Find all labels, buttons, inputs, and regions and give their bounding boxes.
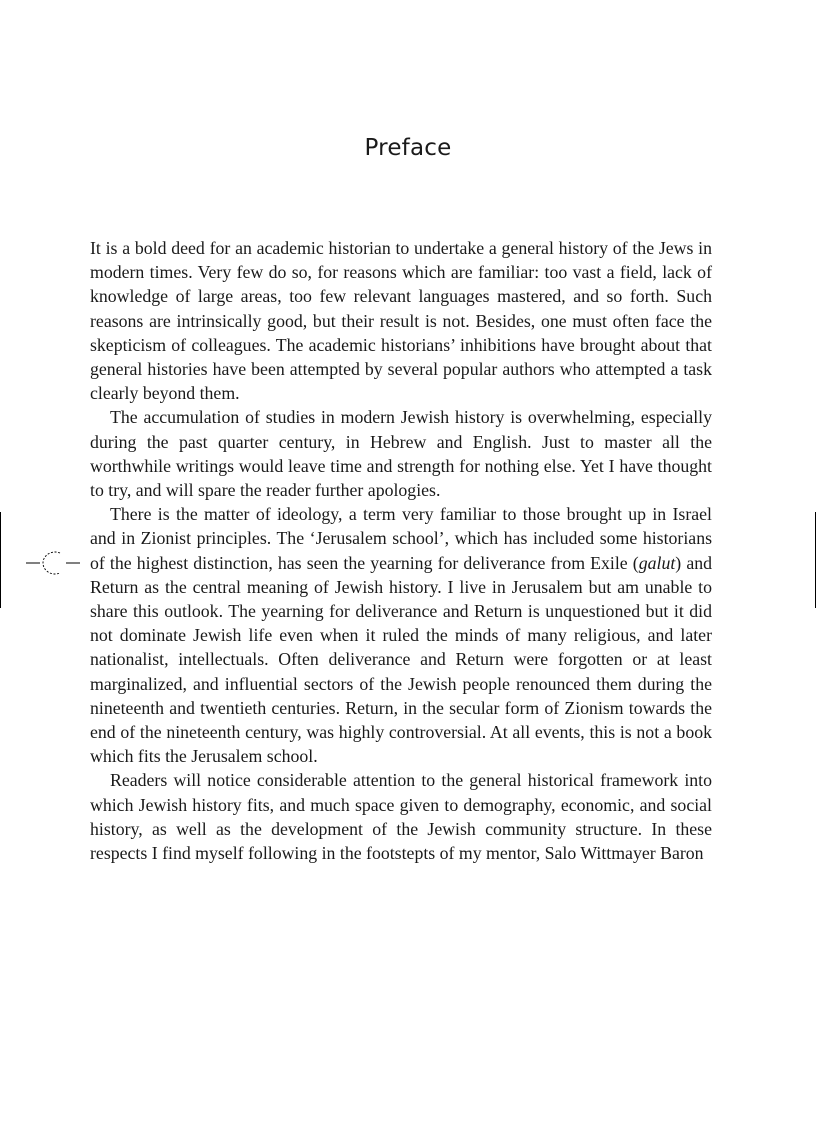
- text-run: There is the matter of ideology, a term very familiar to those brought up in Israel and in Zionist principles. The ‘Jerusalem school’, which has included some historians of the highest distinction, has seen the yearning for deliverance from Exile (: [90, 504, 712, 573]
- text-run: It is a bold deed for an academic historian to undertake a general history of the Jews in modern times. Very few do so, for reasons which are familiar: too vast a field, lack of knowledge of large areas, too few relevant languages mastered, and so forth. Such reasons are intrinsically good, but their result is not. Besides, one must often face the skepticism of colleagues. The academic historians’ inhibitions have brought about that general histories have been attempted by several popular authors who attempted a task clearly beyond them.: [90, 238, 712, 404]
- text-run: The accumulation of studies in modern Jewish history is overwhelming, especially during the past quarter century, in Hebrew and English. Just to master all the worthwhile writings would leave time and strength for nothing else. Yet I have thought to try, and will spare the reader further apologies.: [90, 407, 712, 501]
- crop-mark-left: [0, 512, 1, 608]
- italic-term: galut: [638, 552, 676, 573]
- paragraph-4: [90, 768, 712, 865]
- registration-mark-icon: [26, 548, 82, 578]
- paragraph-1: [90, 236, 712, 405]
- text-run: Readers will notice considerable attention to the general historical framework into which Jewish history fits, and much space given to demography, economic, and social history, as well as the development of the Jewish community structure. In these respects I find myself following in the footstepts of my mentor, Salo Wittmayer Baron: [90, 770, 712, 864]
- page-title: Preface: [364, 135, 452, 161]
- paragraph-2: [90, 405, 712, 502]
- preface-body: [90, 236, 712, 865]
- paragraph-3: [90, 502, 712, 768]
- text-run: ) and Return as the central meaning of Jewish history. I live in Jerusalem but am unable to share this outlook. The yearning for deliverance and Return is unquestioned but it did not dominate Jewish life even when it ruled the minds of many religious, and later nationalist, intellectuals. Often deliverance and Return were forgotten or at least marginalized, and influential sectors of the Jewish people renounced them during the nineteenth and twentieth centuries. Return, in the secular form of Zionism towards the end of the nineteenth century, was highly controversial. At all events, this is not a book which fits the Jerusalem school.: [90, 552, 712, 767]
